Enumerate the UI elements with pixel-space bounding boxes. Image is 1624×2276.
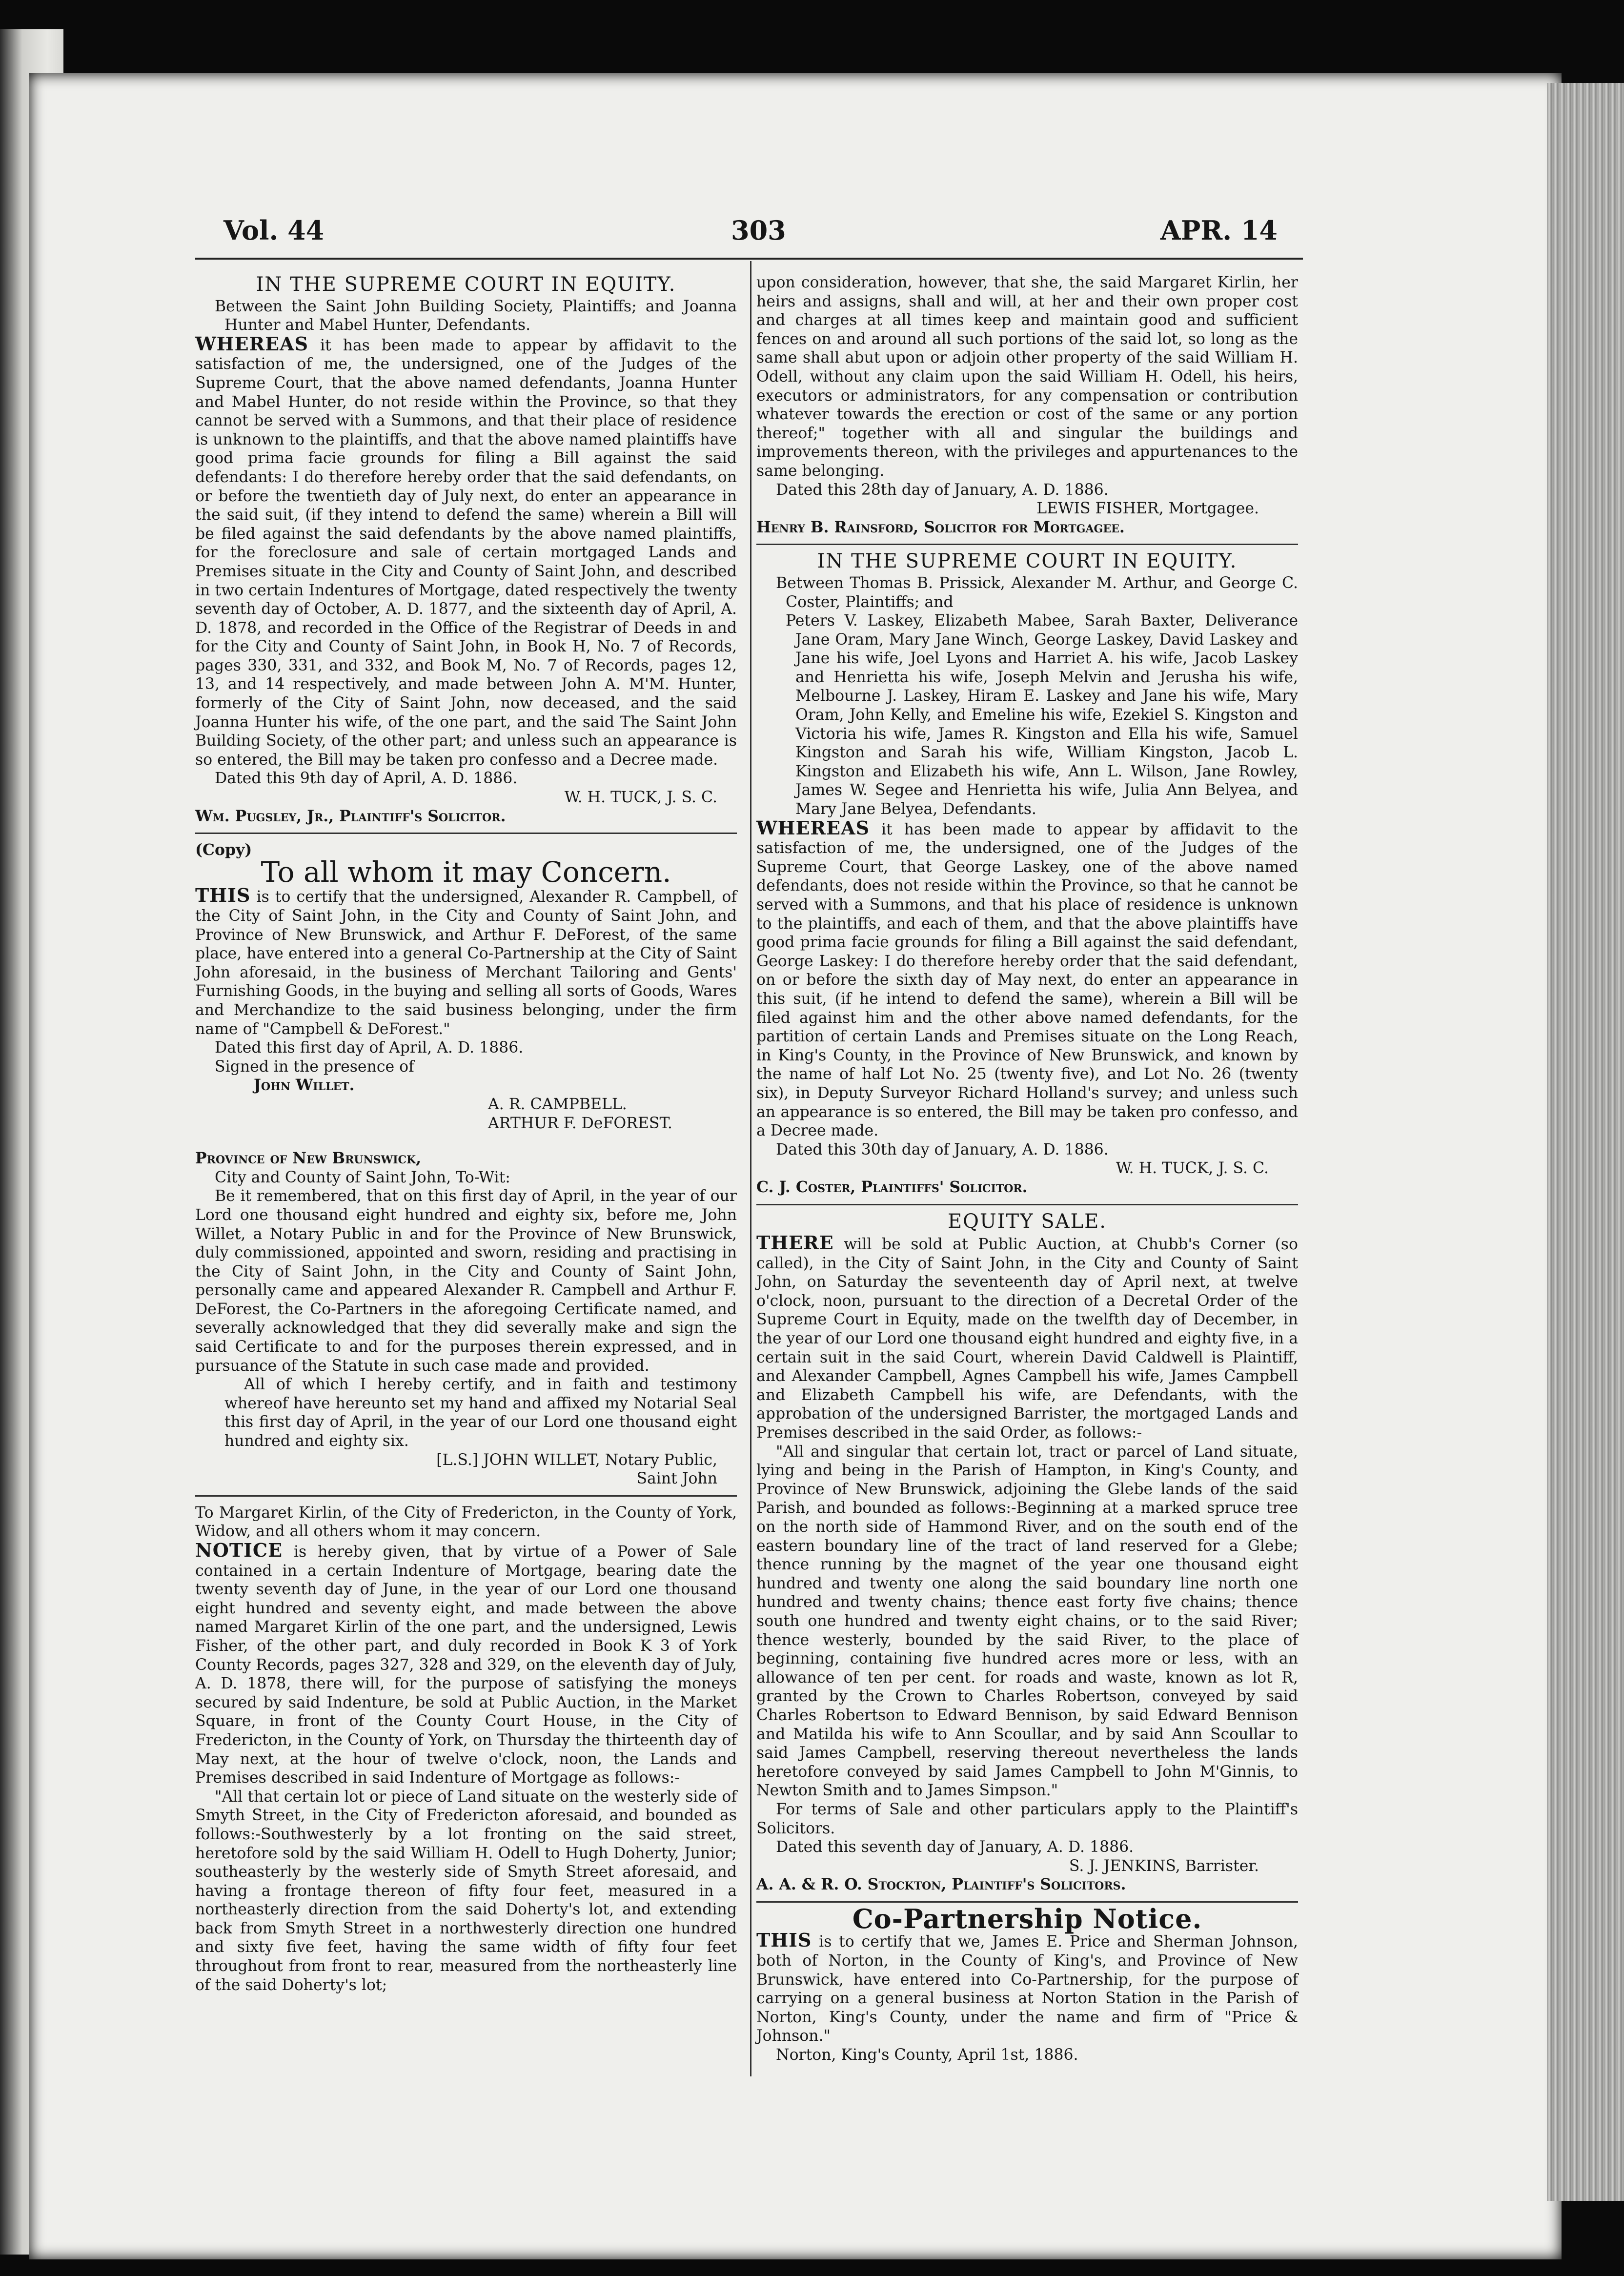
notice-body <box>756 1931 1298 2046</box>
notice-parties: Between the Saint John Building Society, Plaintiffs; and Joanna Hunter and Mabel Hunter, Defendants. <box>215 297 737 334</box>
copy-label: (Copy) <box>195 841 252 859</box>
lead-word: THIS <box>756 1929 812 1951</box>
section-rule <box>195 833 737 834</box>
notice-body <box>756 1234 1298 1443</box>
notice-heading: To all whom it may Concern. <box>261 855 671 889</box>
signature-1: A. R. CAMPBELL. <box>488 1095 627 1113</box>
notice-power-of-sale <box>195 1504 737 1994</box>
notice-heading: EQUITY SALE. <box>947 1210 1107 1233</box>
notice-dated: Dated this seventh day of January, A. D. 1886. <box>776 1838 1134 1856</box>
notice-plaintiffs: Between Thomas B. Prissick, Alexander M. Arthur, and George C. Coster, Plaintiffs; and <box>776 574 1298 611</box>
section-rule <box>195 1495 737 1497</box>
notice-supreme-court-hunter <box>195 275 737 826</box>
notice-solicitor: Henry B. Rainsford, Solicitor for Mortgagee. <box>756 518 1125 536</box>
notice-signature: LEWIS FISHER, Mortgagee. <box>1036 500 1259 518</box>
section-rule <box>756 1901 1298 1903</box>
witness-name: John Willet. <box>254 1076 355 1095</box>
lead-word: WHEREAS <box>756 816 870 839</box>
notice-copartnership-price <box>756 1903 1298 2065</box>
notice-solicitor: A. A. & R. O. Stockton, Plaintiff's Solicitors. <box>756 1875 1126 1894</box>
volume-number: Vol. 44 <box>223 215 325 246</box>
notice-addressee: To Margaret Kirlin, of the City of Fredericton, in the County of York, Widow, and all others whom it may concern. <box>195 1504 737 1541</box>
province-line: Province of New Brunswick, <box>195 1149 422 1168</box>
page-header <box>223 215 1278 254</box>
section-rule <box>756 1204 1298 1205</box>
notice-signature: W. H. TUCK, J. S. C. <box>1116 1159 1269 1178</box>
notice-dated: Dated this first day of April, A. D. 1886. <box>215 1039 524 1057</box>
notice-solicitor: Wm. Pugsley, Jr., Plaintiff's Solicitor. <box>195 807 506 825</box>
notice-equity-sale <box>756 1212 1298 1894</box>
notice-body: upon consideration, however, that she, the said Margaret Kirlin, her heirs and assigns, shall and will, at her and their own proper cost and charges at all times keep and maintain good and sufficient fences on and around all such portions of the said lot, so long as the same shall abut upon or adjoin other property of the said William H. Odell, without any claim upon the said William H. Odell, his heirs, executors or administrators, for any compensation or contribution whatever towards the erection or cost of the same or any portion thereof;" together with all and singular the buildings and improvements thereon, with the privileges and appurtenances to the same belonging. <box>756 274 1298 480</box>
lead-word: WHEREAS <box>195 332 309 355</box>
notary-seal: [L.S.] JOHN WILLET, Notary Public, <box>436 1451 717 1469</box>
notice-body <box>756 816 1298 1140</box>
notice-power-of-sale-continued <box>756 273 1298 537</box>
section-rule <box>756 544 1298 545</box>
right-column <box>756 273 1298 2065</box>
notice-dated: Dated this 30th day of January, A. D. 1886. <box>776 1140 1109 1158</box>
county-line: City and County of Saint John, To-Wit: <box>215 1168 510 1186</box>
property-description: "All that certain lot or piece of Land situate on the westerly side of Smyth Street, in the City of Fredericton aforesaid, and bounded as follows:-Southwesterly by a lot fronting on the said street, heretofore sold by the said William H. Odell to Hugh Doherty, Junior; southeasterly by the westerly side of Smyth Street aforesaid, and having a frontage thereon of fifty four feet, measured in a northeasterly direction from the said Doherty's lot, and extending back from Smyth Street in a northwesterly direction one hundred and sixty five feet, having the same width of fifty four feet throughout from front to rear, measured from the northeasterly line of the said Doherty's lot; <box>195 1788 737 1994</box>
body-text: is hereby given, that by virtue of a Power of Sale contained in a certain Indenture of Mortgage, bearing date the twenty seventh day of June, in the year of our Lord one thousand eight hundred and seventy eight, and made between the above named Margaret Kirlin of the one part, and the undersigned, Lewis Fisher, of the other part, and duly recorded in Book K 3 of York County Records, pages 327, 328 and 329, on the eleventh day of July, A. D. 1878, there will, for the purpose of satisfying the moneys secured by said Indenture, be sold at Public Auction, in the Market Square, in front of the County Court House, in the City of Fredericton, in the County of York, on Thursday the thirteenth day of May next, at the hour of twelve o'clock, noon, the Lands and Premises described in said Indenture of Mortgage as follows:- <box>195 1543 737 1787</box>
notice-place-date: Norton, King's County, April 1st, 1886. <box>776 2046 1078 2064</box>
notice-heading: IN THE SUPREME COURT IN EQUITY. <box>817 550 1238 573</box>
notary-place: Saint John <box>636 1470 717 1488</box>
notice-copartnership-campbell <box>195 841 737 1488</box>
page-number: 303 <box>731 215 786 246</box>
notice-body <box>195 886 737 1038</box>
notary-certificate: Be it remembered, that on this first day of April, in the year of our Lord one thousand eight hundred and eighty six, before me, John Willet, a Notary Public in and for the Province of New Brunswick, duly commissioned, appointed and sworn, residing and practising in the City of Saint John, in the City and County of Saint John, personally came and appeared Alexander R. Campbell and Arthur F. DeForest, the Co-Partners in the aforegoing Certificate named, and severally acknowledged that they did severally make and sign the said Certificate to and for the purposes therein expressed, and in pursuance of the Statute in such case made and provided. <box>195 1187 737 1375</box>
body-text: is to certify that the undersigned, Alexander R. Campbell, of the City of Saint John, in the City and County of Saint John, and Province of New Brunswick, and Arthur F. DeForest, of the same place, have entered into a general Co-Partnership at the City of Saint John aforesaid, in the business of Merchant Tailoring and Gents' Furnishing Goods, in the buying and selling all sorts of Goods, Wares and Merchandize to the said business belonging, under the firm name of "Campbell & DeForest." <box>195 888 737 1038</box>
notice-signature: S. J. JENKINS, Barrister. <box>1069 1857 1259 1875</box>
lead-word: THIS <box>195 884 251 907</box>
left-column <box>195 273 737 1994</box>
issue-date: APR. 14 <box>1160 215 1278 246</box>
notice-solicitor: C. J. Coster, Plaintiffs' Solicitor. <box>756 1178 1028 1196</box>
property-description: "All and singular that certain lot, tract or parcel of Land situate, lying and being in the Parish of Hampton, in King's County, and Province of New Brunswick, adjoining the Glebe lands of the said Parish, and bounded as follows:-Beginning at a marked spruce tree on the north side of Hammond River, and on the south end of the eastern boundary line of the tract of land reserved for a Glebe; thence running by the magnet of the year one thousand eight hundred and twenty one along the said boundary line north one hundred and twenty chains; thence east forty five chains; thence south one hundred and twenty eight chains, or to the said River; thence westerly, bounded by the said River, to the place of beginning, containing five hundred acres more or less, with an allowance of ten per cent. for roads and waste, known as lot R, granted by the Crown to Charles Robertson, conveyed by said Charles Robertson to Edward Bennison, by said Edward Bennison and Matilda his wife to Ann Scoullar, and by said Ann Scoullar to said James Campbell, reserving thereout nevertheless the lands heretofore conveyed by said James Campbell to John M'Ginnis, to Newton Smith and to James Simpson." <box>756 1443 1298 1800</box>
body-text: will be sold at Public Auction, at Chubb's Corner (so called), in the City of Saint John, in the City and County of Saint John, on Saturday the seventeenth day of April next, at twelve o'clock, noon, pursuant to the direction of a Decretal Order of the Supreme Court in Equity, made on the twelfth day of December, in the year of our Lord one thousand eight hundred and eighty five, in a certain suit in the said Court, wherein David Caldwell is Plaintiff, and Alexander Campbell, Agnes Campbell his wife, James Campbell and Elizabeth Campbell his wife, are Defendants, with the approbation of the undersigned Barrister, the mortgaged Lands and Premises described in the said Order, as follows:- <box>756 1236 1299 1442</box>
column-divider <box>750 261 751 2076</box>
notice-signature: W. H. TUCK, J. S. C. <box>564 789 717 807</box>
signature-2: ARTHUR F. DeFOREST. <box>488 1114 672 1132</box>
notice-defendants: Peters V. Laskey, Elizabeth Mabee, Sarah Baxter, Deliverance Jane Oram, Mary Jane Winch, George Laskey, David Laskey and Jane his wife, Joel Lyons and Harriet A. his wife, Jacob Laskey and Henrietta his wife, Joseph Melvin and Jerusha his wife, Melbourne J. Laskey, Hiram E. Laskey and Jane his wife, Mary Oram, John Kelly, and Emeline his wife, Ezekiel S. Kingston and Victoria his wife, James R. Kingston and Ella his wife, Samuel Kingston and Sarah his wife, William Kingston, Jacob L. Kingston and Elizabeth his wife, Ann L. Wilson, Jane Rowley, James W. Segee and Henrietta his wife, Julia Ann Belyea, and Mary Jane Belyea, Defendants. <box>786 612 1298 818</box>
notary-testimony: All of which I hereby certify, and in faith and testimony whereof have hereunto set my hand and affixed my Notarial Seal this first day of April, in the year of our Lord one thousand eight hundred and eighty six. <box>224 1376 737 1450</box>
body-text: it has been made to appear by affidavit to the satisfaction of me, the undersigned, one of the Judges of the Supreme Court, that the above named defendants, Joanna Hunter and Mabel Hunter, do not reside within the Province, so that they cannot be served with a Summons, and that their place of residence is unknown to the plaintiffs, and that the above named plaintiffs have good prima facie grounds for filing a Bill against the said defendants: I do therefore hereby order that the said defendants, on or before the twentieth day of July next, do enter an appearance in the said suit, (if they intend to defend the same) wherein a Bill will be filed against the said defendants by the above named plaintiffs, for the foreclosure and sale of certain mortgaged Lands and Premises situate in the City and County of Saint John, and described in two certain Indentures of Mortgage, dated respectively the twenty seventh day of October, A. D. 1877, and the sixteenth day of April, A. D. 1878, and recorded in the Office of the Registrar of Deeds in and for the City and County of Saint John, in Book H, No. 7 of Records, pages 330, 331, and 332, and Book M, No. 7 of Records, pages 12, 13, and 14 respectively, and made between John A. M'M. Hunter, formerly of the City of Saint John, now deceased, and the said Joanna Hunter his wife, of the one part, and the said The Saint John Building Society, of the other part; and unless such an appearance is so entered, the Bill may be taken pro confesso and a Decree made. <box>195 336 737 769</box>
header-rule <box>195 258 1303 260</box>
notice-dated: Dated this 28th day of January, A. D. 1886. <box>776 481 1109 499</box>
signed-in-presence: Signed in the presence of <box>215 1057 414 1076</box>
body-text: is to certify that we, James E. Price and Sherman Johnson, both of Norton, in the County of King's, and Province of New Brunswick, have entered into Co-Partnership, for the purpose of carrying on a general business at Norton Station in the Parish of Norton, King's County, under the name and firm of "Price & Johnson." <box>756 1933 1298 2045</box>
lead-word: THERE <box>756 1232 834 1254</box>
notice-supreme-court-laskey <box>756 552 1298 1197</box>
notice-dated: Dated this 9th day of April, A. D. 1886. <box>215 770 518 788</box>
sale-terms: For terms of Sale and other particulars apply to the Plaintiff's Solicitors. <box>756 1800 1298 1837</box>
page-edges <box>1547 83 1624 2201</box>
lead-word: NOTICE <box>195 1539 283 1561</box>
body-text: it has been made to appear by affidavit to the satisfaction of me, the undersigned, one of the Judges of the Supreme Court, that George Laskey, one of the above named defendants, does not reside within the Province, so that he cannot be served with a Summons, and that his place of residence is unknown to the plaintiffs, and each of them, and that the above plaintiffs have good prima facie grounds for filing a Bill against the said defendant, George Laskey: I do therefore hereby order that the said defendant, on or before the sixth day of May next, do enter an appearance in this suit, (if he intend to defend the same), wherein a Bill will be filed against him and the other above named defendants, for the partition of certain Lands and Premises situate on the Long Reach, in King's County, in the Province of New Brunswick, and known by the name of half Lot No. 25 (twenty five), and Lot No. 26 (twenty six), in Deputy Surveyor Richard Holland's survey; and unless such an appearance is so entered, the Bill may be taken pro confesso, and a Decree made. <box>756 820 1298 1140</box>
notice-body <box>195 332 737 770</box>
notice-heading: Co-Partnership Notice. <box>852 1903 1202 1934</box>
notice-heading: IN THE SUPREME COURT IN EQUITY. <box>256 273 676 296</box>
notice-body <box>195 1541 737 1788</box>
